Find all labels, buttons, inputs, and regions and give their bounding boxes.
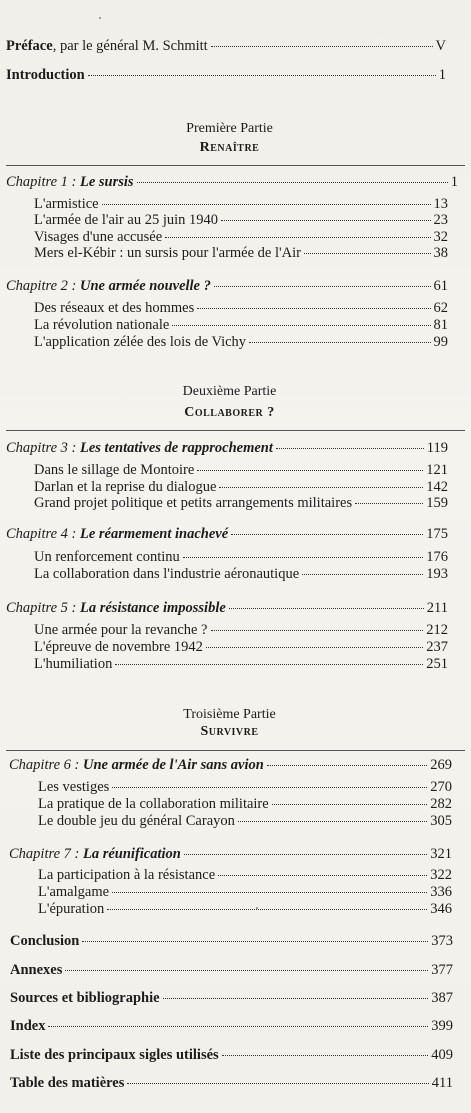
leader-dots xyxy=(112,892,427,893)
toc-section[interactable] xyxy=(38,867,452,884)
toc-chapter-6[interactable] xyxy=(9,757,452,774)
leader-dots xyxy=(218,875,427,876)
chapter-prefix: Chapitre 6 : xyxy=(9,757,83,773)
chapter-title: La résistance impossible xyxy=(79,600,226,616)
paper-speck xyxy=(256,907,258,909)
part-subtitle: Survivre xyxy=(200,724,259,739)
leader-dots xyxy=(302,574,423,575)
chapter-title: Une armée de l'Air sans avion xyxy=(82,757,264,773)
section-label: La révolution nationale xyxy=(34,317,170,333)
toc-entry-index[interactable] xyxy=(10,1018,453,1035)
page-number: 1 xyxy=(450,174,458,190)
chapter-title: La réunification xyxy=(82,846,181,862)
page-number: 62 xyxy=(433,300,448,316)
chapter-title: Le sursis xyxy=(79,174,134,190)
page-number: 99 xyxy=(433,334,448,350)
page-number: 38 xyxy=(433,245,448,261)
leader-dots xyxy=(249,342,430,343)
leader-dots xyxy=(214,286,431,287)
leader-dots xyxy=(163,998,429,999)
page-number: 61 xyxy=(433,278,448,294)
page-number: V xyxy=(435,38,446,54)
page-number: 373 xyxy=(431,933,453,949)
leader-dots xyxy=(267,765,427,766)
page-number: 1 xyxy=(438,67,446,83)
leader-dots xyxy=(112,787,427,788)
chapter-prefix: Chapitre 2 : xyxy=(6,278,80,294)
page-number: 411 xyxy=(431,1075,453,1091)
toc-section[interactable] xyxy=(34,495,448,512)
entry-label: Introduction xyxy=(6,67,85,83)
leader-dots xyxy=(184,854,427,855)
page-number: 251 xyxy=(426,656,448,672)
chapter-title: Les tentatives de rapprochement xyxy=(79,440,273,456)
section-label: La participation à la résistance xyxy=(38,867,216,883)
toc-chapter-7[interactable] xyxy=(9,846,452,863)
page-number: 346 xyxy=(430,901,452,917)
chapter-title: Une armée nouvelle ? xyxy=(79,278,211,294)
leader-dots xyxy=(127,1083,428,1084)
part-subtitle: Collaborer ? xyxy=(184,405,275,420)
toc-section[interactable] xyxy=(38,884,452,901)
section-label: Un renforcement continu xyxy=(34,549,180,565)
leader-dots xyxy=(88,75,436,76)
toc-chapter-5[interactable] xyxy=(6,600,448,617)
page-number: 32 xyxy=(433,229,448,245)
page-number: 81 xyxy=(433,317,448,333)
entry-label: Index xyxy=(10,1018,46,1034)
chapter-prefix: Chapitre 1 : xyxy=(6,174,80,190)
toc-section[interactable] xyxy=(34,300,448,317)
toc-chapter-4[interactable] xyxy=(6,526,448,543)
leader-dots xyxy=(107,909,427,910)
page-number: 409 xyxy=(431,1047,453,1063)
chapter-prefix: Chapitre 4 : xyxy=(6,526,80,542)
section-label: Grand projet politique et petits arrangements militaires xyxy=(34,495,353,511)
page-number: 212 xyxy=(426,622,448,638)
section-label: Dans le sillage de Montoire xyxy=(34,462,195,478)
toc-section[interactable] xyxy=(38,901,452,918)
leader-dots xyxy=(48,1026,428,1027)
section-label: L'humiliation xyxy=(34,656,113,672)
chapter-title: Le réarmement inachevé xyxy=(79,526,229,542)
leader-dots xyxy=(231,534,423,535)
entry-label-bold: Préface xyxy=(6,38,53,54)
chapter-prefix: Chapitre 3 : xyxy=(6,440,80,456)
section-label: Visages d'une accusée xyxy=(34,229,163,245)
page-number: 282 xyxy=(430,796,452,812)
toc-section[interactable] xyxy=(34,462,448,479)
page-number: 270 xyxy=(430,779,452,795)
entry-label: Annexes xyxy=(10,962,63,978)
leader-dots xyxy=(219,487,423,488)
section-label: L'application zélée des lois de Vichy xyxy=(34,334,247,350)
leader-dots xyxy=(183,557,423,558)
toc-entry-table[interactable] xyxy=(10,1075,453,1092)
page-number: 322 xyxy=(430,867,452,883)
page-number: 269 xyxy=(430,757,452,773)
leader-dots xyxy=(211,630,424,631)
toc-section[interactable] xyxy=(34,639,448,656)
part-subtitle: Renaître xyxy=(199,140,260,155)
section-label: Des réseaux et des hommes xyxy=(34,300,195,316)
toc-section[interactable] xyxy=(34,566,448,583)
entry-label: , par le général M. Schmitt xyxy=(52,38,208,54)
page-number: 121 xyxy=(426,462,448,478)
leader-dots xyxy=(102,204,431,205)
toc-section[interactable] xyxy=(34,479,448,496)
leader-dots xyxy=(165,237,430,238)
divider xyxy=(6,165,465,166)
leader-dots xyxy=(222,1055,429,1056)
toc-chapter-2[interactable] xyxy=(6,278,448,295)
part-title: Troisième Partie xyxy=(183,707,276,722)
section-label: L'armistice xyxy=(34,196,99,212)
page-number: 211 xyxy=(426,600,448,616)
leader-dots xyxy=(115,664,423,665)
toc-entry-preface[interactable] xyxy=(6,38,446,55)
toc-section[interactable] xyxy=(38,779,452,796)
toc-section[interactable] xyxy=(34,245,448,262)
leader-dots xyxy=(211,46,433,47)
toc-entry-sigles[interactable] xyxy=(10,1047,453,1064)
leader-dots xyxy=(197,308,430,309)
leader-dots xyxy=(221,220,431,221)
page-number: 336 xyxy=(430,884,452,900)
toc-entry-introduction[interactable] xyxy=(6,67,446,84)
leader-dots xyxy=(238,821,427,822)
leader-dots xyxy=(65,970,428,971)
section-label: L'armée de l'air au 25 juin 1940 xyxy=(34,212,218,228)
page-number: 119 xyxy=(426,440,448,456)
section-label: Mers el-Kébir : un sursis pour l'armée de l'Air xyxy=(34,245,301,261)
leader-dots xyxy=(229,608,424,609)
page-number: 175 xyxy=(426,526,448,542)
leader-dots xyxy=(82,941,428,942)
toc-section[interactable] xyxy=(34,334,448,351)
section-label: Une armée pour la revanche ? xyxy=(34,622,208,638)
toc-chapter-3[interactable] xyxy=(6,440,448,457)
page-number: 142 xyxy=(426,479,448,495)
page-number: 23 xyxy=(433,212,448,228)
section-label: La pratique de la collaboration militaire xyxy=(38,796,269,812)
paper-speck xyxy=(99,17,101,19)
section-label: L'amalgame xyxy=(38,884,110,900)
page-number: 13 xyxy=(433,196,448,212)
divider xyxy=(6,750,465,751)
toc-section[interactable] xyxy=(34,229,448,246)
leader-dots xyxy=(137,182,448,183)
page-number: 387 xyxy=(431,990,453,1006)
toc-chapter-1[interactable] xyxy=(6,174,458,191)
leader-dots xyxy=(272,804,428,805)
chapter-prefix: Chapitre 7 : xyxy=(9,846,83,862)
page-number: 159 xyxy=(426,495,448,511)
page-number: 193 xyxy=(426,566,448,582)
toc-entry-sources[interactable] xyxy=(10,990,453,1007)
leader-dots xyxy=(276,448,424,449)
section-label: L'épuration xyxy=(38,901,105,917)
section-label: L'épreuve de novembre 1942 xyxy=(34,639,203,655)
entry-label: Table des matières xyxy=(10,1075,125,1091)
page-number: 321 xyxy=(430,846,452,862)
chapter-prefix: Chapitre 5 : xyxy=(6,600,80,616)
toc-section[interactable] xyxy=(34,317,448,334)
entry-label: Liste des principaux sigles utilisés xyxy=(10,1047,219,1063)
toc-section[interactable] xyxy=(34,656,448,673)
section-label: Le double jeu du général Carayon xyxy=(38,813,235,829)
toc-section[interactable] xyxy=(38,813,452,830)
toc-section[interactable] xyxy=(34,622,448,639)
page-number: 176 xyxy=(426,549,448,565)
leader-dots xyxy=(206,647,423,648)
toc-section[interactable] xyxy=(34,212,448,229)
page-number: 399 xyxy=(431,1018,453,1034)
page-number: 305 xyxy=(430,813,452,829)
entry-label: Sources et bibliographie xyxy=(10,990,160,1006)
leader-dots xyxy=(197,470,423,471)
entry-label: Conclusion xyxy=(10,933,80,949)
section-label: Les vestiges xyxy=(38,779,110,795)
section-label: Darlan et la reprise du dialogue xyxy=(34,479,217,495)
part-title: Première Partie xyxy=(186,121,273,136)
divider xyxy=(6,430,465,431)
toc-section[interactable] xyxy=(34,549,448,566)
toc-section[interactable] xyxy=(34,196,448,213)
toc-entry-conclusion[interactable] xyxy=(10,933,453,950)
toc-section[interactable] xyxy=(38,796,452,813)
page-number: 237 xyxy=(426,639,448,655)
leader-dots xyxy=(172,325,430,326)
part-title: Deuxième Partie xyxy=(182,384,277,399)
leader-dots xyxy=(304,253,431,254)
page-number: 377 xyxy=(431,962,453,978)
leader-dots xyxy=(355,503,423,504)
toc-entry-annexes[interactable] xyxy=(10,962,453,979)
section-label: La collaboration dans l'industrie aéronautique xyxy=(34,566,300,582)
